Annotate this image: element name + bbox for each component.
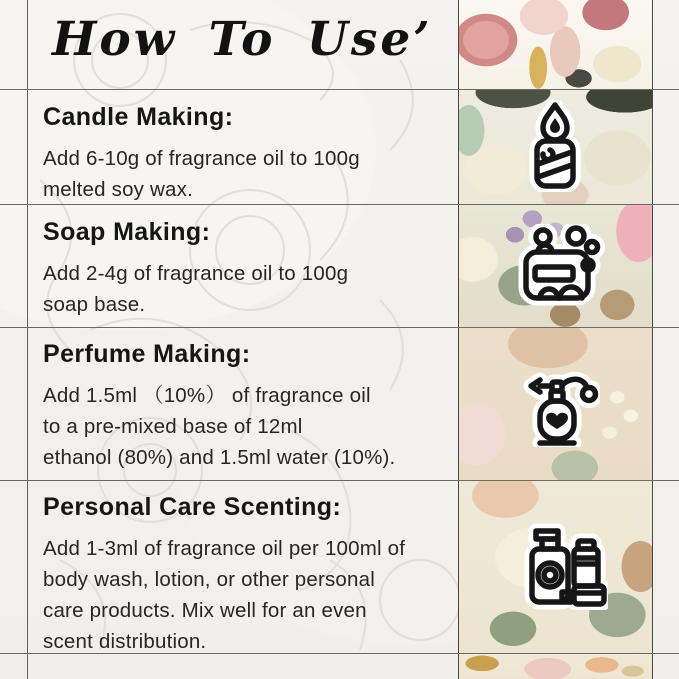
section-divider: [0, 480, 679, 481]
section-body-line: body wash, lotion, or other personal: [43, 568, 375, 591]
section-body-line: to a pre-mixed base of 12ml: [43, 415, 303, 438]
soap-bar-icon: [518, 224, 608, 308]
section-heading: Soap Making:: [43, 218, 211, 246]
left-border-line: [27, 0, 28, 679]
section-body-line: Add 6-10g of fragrance oil to 100g: [43, 147, 360, 170]
section-heading: Perfume Making:: [43, 340, 251, 368]
section-personal-care-scenting: [43, 493, 448, 657]
top-corner-roses-art: [459, 0, 652, 89]
perfume-atomizer-icon: [514, 355, 600, 447]
section-body-line: care products. Mix well for an even: [43, 599, 367, 622]
section-heading: Candle Making:: [43, 103, 234, 131]
candle-icon: [527, 100, 583, 192]
section-heading: Personal Care Scenting:: [43, 493, 342, 521]
page-title: How To Use’: [52, 12, 433, 67]
section-divider: [0, 653, 679, 654]
section-divider: [0, 89, 679, 90]
section-body-line: melted soy wax.: [43, 178, 193, 201]
section-divider: [0, 204, 679, 205]
section-body-line: Add 2-4g of fragrance oil to 100g: [43, 262, 349, 285]
section-body-line: Add 1-3ml of fragrance oil per 100ml of: [43, 537, 406, 560]
section-body-line: Add 1.5ml （10%） of fragrance oil: [43, 384, 371, 407]
section-candle-making: [43, 103, 448, 205]
section-soap-making: [43, 218, 448, 320]
section-perfume-making: [43, 340, 448, 473]
bottom-corner-roses-art: [459, 653, 652, 679]
lotion-bottles-icon: [520, 522, 608, 610]
section-divider: [0, 327, 679, 328]
section-body-line: scent distribution.: [43, 630, 207, 653]
section-body-line: soap base.: [43, 293, 146, 316]
section-body-line: ethanol (80%) and 1.5ml water (10%).: [43, 446, 396, 469]
